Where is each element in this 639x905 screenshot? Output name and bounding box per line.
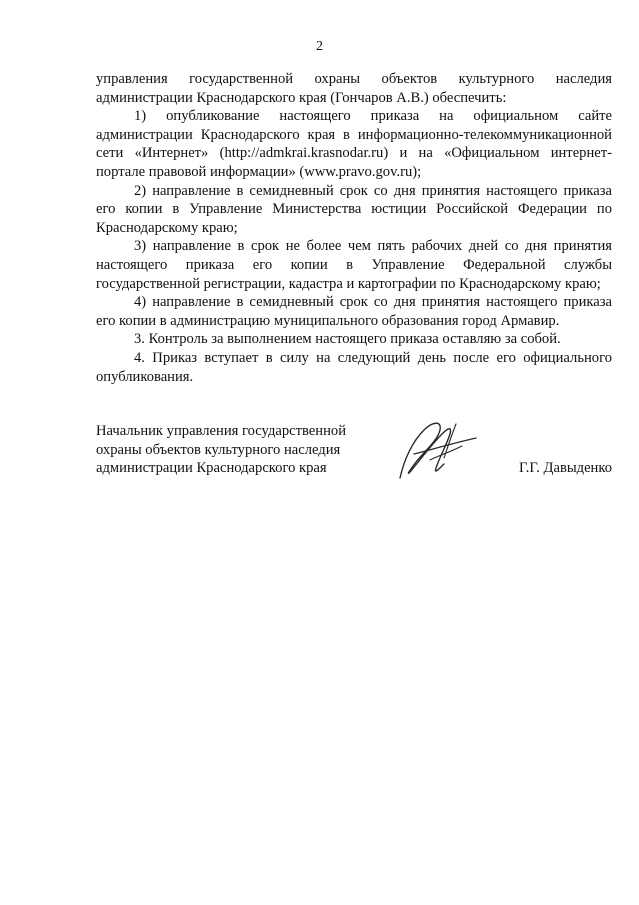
paragraph-item-3: 3) направление в срок не более чем пять рабочих дней со дня принятия настоящего приказа его копии в Управление Федеральной службы государственной регистрации, кадастра и картографии по Краснодарскому краю; [96,238,612,292]
paragraph-continuation: управления государственной охраны объектов культурного наследия администрации Краснодарского края (Гончаров А.В.) обеспечить: [96,71,612,106]
paragraph-item-1: 1) опубликование настоящего приказа на официальном сайте администрации Краснодарского края в информационно-телекоммуникационной сети «Интернет» (http://admkrai.krasnodar.ru) и на «Официальном интернет-портале правовой информации» (www.pravo.gov.ru); [96,108,612,180]
paragraph-clause-3: 3. Контроль за выполнением настоящего приказа оставляю за собой. [134,331,561,348]
signatory-name: Г.Г. Давыденко [518,460,612,476]
handwritten-signature [390,416,482,482]
document-body [96,70,612,386]
signature-block [96,422,612,482]
signatory-position: Начальник управления государственной охраны объектов культурного наследия администрации Краснодарского края [96,423,347,477]
paragraph-clause-4: 4. Приказ вступает в силу на следующий день после его официального опубликования. [96,349,612,385]
page-number: 2 [316,39,323,54]
paragraph-item-4: 4) направление в семидневный срок со дня принятия настоящего приказа его копии в администрацию муниципального образования город Армавир. [96,294,612,329]
paragraph-item-2: 2) направление в семидневный срок со дня принятия настоящего приказа его копии в Управление Министерства юстиции Российской Федерации по Краснодарскому краю; [96,182,612,236]
